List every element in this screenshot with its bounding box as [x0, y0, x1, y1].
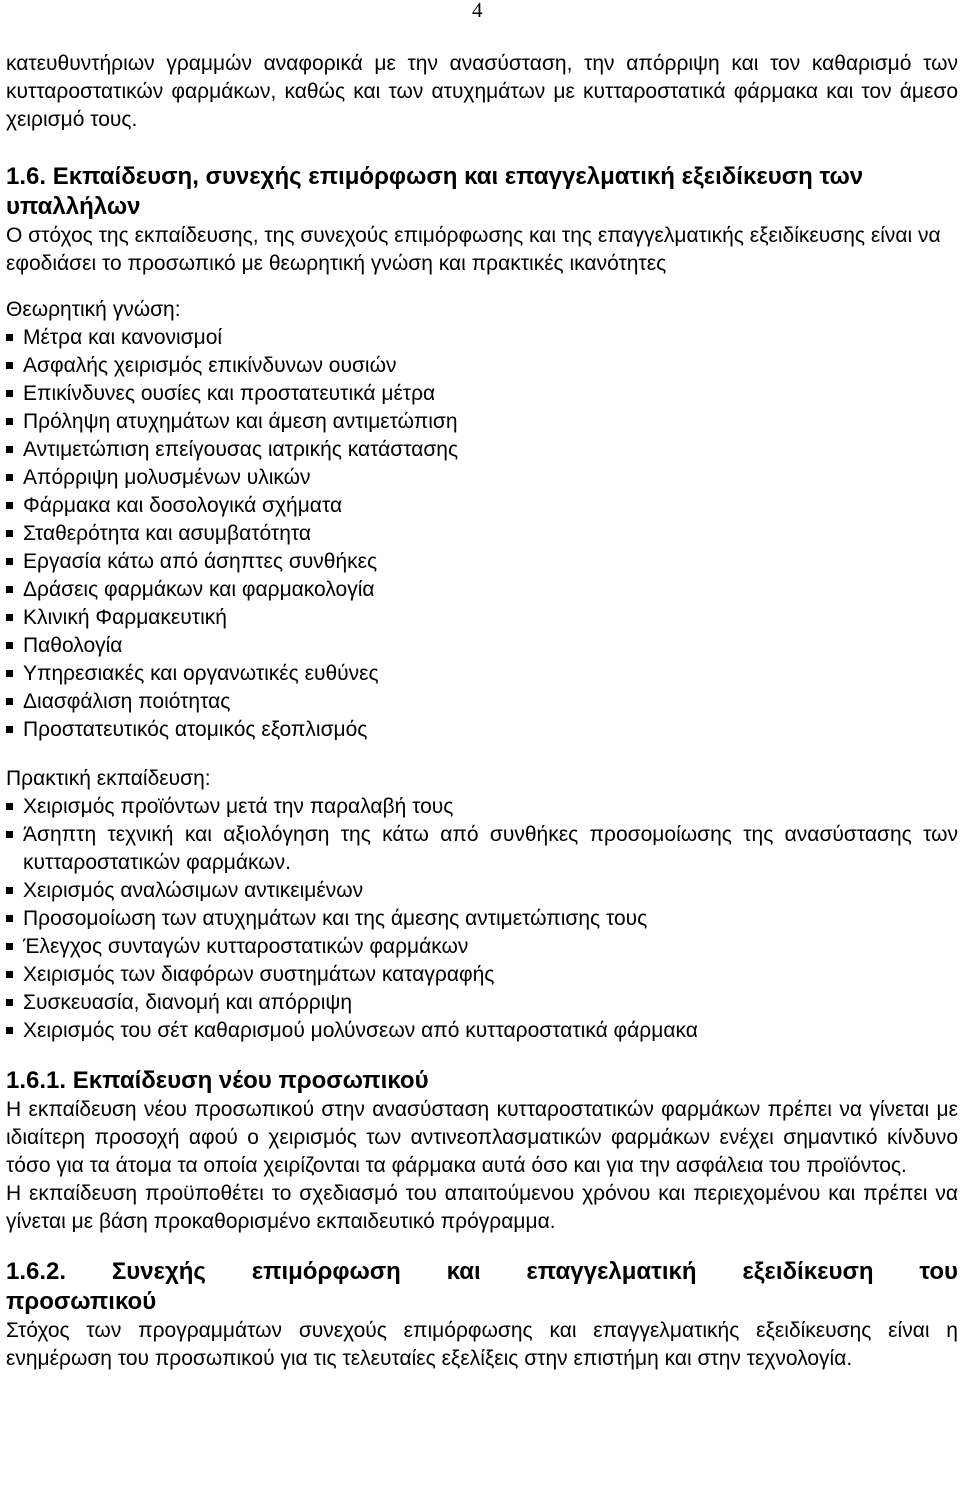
- bullet-icon: [6, 971, 13, 978]
- section-heading-1-6-2: [6, 1257, 958, 1317]
- bullet-icon: [6, 803, 13, 810]
- bullet-icon: [6, 474, 13, 481]
- list-item: Εργασία κάτω από άσηπτες συνθήκες: [6, 548, 958, 576]
- list-item: Χειρισμός του σέτ καθαρισμού μολύνσεων από κυτταροστατικά φάρμακα: [6, 1017, 958, 1045]
- intro-paragraph: κατευθυντήριων γραμμών αναφορικά με την ανασύσταση, την απόρριψη και τον καθαρισμό των κυτταροστατικών φαρμάκων, καθώς και των ατυχημάτων με κυτταροστατικά φάρμακα και τον άμεσο χειρισμό τους.: [6, 52, 958, 131]
- list-item: Επικίνδυνες ουσίες και προστατευτικά μέτρα: [6, 380, 958, 408]
- list-item: Ασφαλής χειρισμός επικίνδυνων ουσιών: [6, 352, 958, 380]
- page-number: 4: [472, 0, 483, 22]
- theoretical-knowledge-label: Θεωρητική γνώση:: [6, 298, 181, 321]
- list-item: Χειρισμός των διαφόρων συστημάτων καταγραφής: [6, 961, 958, 989]
- list-item: Προστατευτικός ατομικός εξοπλισμός: [6, 716, 958, 744]
- bullet-icon: [6, 642, 13, 649]
- section-1-6-1-paragraph-1: Η εκπαίδευση νέου προσωπικού στην ανασύσταση κυτταροστατικών φαρμάκων πρέπει να γίνεται με ιδιαίτερη προσοχή αφού ο χειρισμός των αντινεοπλασματικών φαρμάκων ενέχει σημαντικό κίνδυνο τόσο για τα άτομα τα οποία χειρίζονται τα φάρμακα αυτά όσο και για την ασφάλεια του προϊόντος.: [6, 1098, 958, 1177]
- list-item: Δράσεις φαρμάκων και φαρμακολογία: [6, 576, 958, 604]
- bullet-icon: [6, 887, 13, 894]
- bullet-icon: [6, 446, 13, 453]
- list-item: Χειρισμός προϊόντων μετά την παραλαβή τους: [6, 793, 958, 821]
- bullet-icon: [6, 558, 13, 565]
- section-heading-1-6-2-line-1: 1.6.2. Συνεχής επιμόρφωση και επαγγελματική εξειδίκευση του: [6, 1258, 958, 1285]
- bullet-icon: [6, 915, 13, 922]
- bullet-icon: [6, 334, 13, 341]
- list-item: Παθολογία: [6, 632, 958, 660]
- practical-training-list: [6, 793, 958, 1045]
- bullet-icon: [6, 999, 13, 1006]
- theoretical-knowledge-list: [6, 324, 958, 744]
- list-item: Συσκευασία, διανομή και απόρριψη: [6, 989, 958, 1017]
- list-item: Απόρριψη μολυσμένων υλικών: [6, 464, 958, 492]
- section-heading-1-6: 1.6. Εκπαίδευση, συνεχής επιμόρφωση και επαγγελματική εξειδίκευση των υπαλλήλων: [6, 163, 864, 220]
- list-item: Έλεγχος συνταγών κυτταροστατικών φαρμάκων: [6, 933, 958, 961]
- bullet-icon: [6, 586, 13, 593]
- list-item: Προσομοίωση των ατυχημάτων και της άμεσης αντιμετώπισης τους: [6, 905, 958, 933]
- bullet-icon: [6, 362, 13, 369]
- section-heading-1-6-1: 1.6.1. Εκπαίδευση νέου προσωπικού: [6, 1067, 429, 1094]
- bullet-icon: [6, 530, 13, 537]
- list-item: Πρόληψη ατυχημάτων και άμεση αντιμετώπιση: [6, 408, 958, 436]
- list-item: Σταθερότητα και ασυμβατότητα: [6, 520, 958, 548]
- bullet-icon: [6, 670, 13, 677]
- list-item: Μέτρα και κανονισμοί: [6, 324, 958, 352]
- section-1-6-1-paragraph-2: Η εκπαίδευση προϋποθέτει το σχεδιασμό του απαιτούμενου χρόνου και περιεχομένου και πρέπει να γίνεται με βάση προκαθορισμένο εκπαιδευτικό πρόγραμμα.: [6, 1182, 958, 1233]
- list-item: Χειρισμός αναλώσιμων αντικειμένων: [6, 877, 958, 905]
- bullet-icon: [6, 1027, 13, 1034]
- list-item: Κλινική Φαρμακευτική: [6, 604, 958, 632]
- bullet-icon: [6, 390, 13, 397]
- list-item: Φάρμακα και δοσολογικά σχήματα: [6, 492, 958, 520]
- bullet-icon: [6, 831, 13, 838]
- list-item: Αντιμετώπιση επείγουσας ιατρικής κατάστασης: [6, 436, 958, 464]
- document-body: [6, 50, 958, 1373]
- section-1-6-paragraph: Ο στόχος της εκπαίδευσης, της συνεχούς επιμόρφωσης και της επαγγελματικής εξειδίκευσης είναι να εφοδιάσει το προσωπικό με θεωρητική γνώση και πρακτικές ικανότητες: [6, 224, 941, 275]
- section-heading-1-6-2-line-2: προσωπικού: [6, 1288, 157, 1315]
- bullet-icon: [6, 614, 13, 621]
- practical-training-label: Πρακτική εκπαίδευση:: [6, 767, 211, 790]
- list-item: Διασφάλιση ποιότητας: [6, 688, 958, 716]
- section-1-6-2-paragraph: Στόχος των προγραμμάτων συνεχούς επιμόρφωσης και επαγγελματικής εξειδίκευσης είναι η ενημέρωση του προσωπικού για τις τελευταίες εξελίξεις στην επιστήμη και στην τεχνολογία.: [6, 1319, 958, 1370]
- list-item: Άσηπτη τεχνική και αξιολόγηση της κάτω από συνθήκες προσομοίωσης της ανασύστασης των κυτταροστατικών φαρμάκων.: [6, 821, 958, 877]
- bullet-icon: [6, 502, 13, 509]
- bullet-icon: [6, 726, 13, 733]
- list-item: Υπηρεσιακές και οργανωτικές ευθύνες: [6, 660, 958, 688]
- bullet-icon: [6, 418, 13, 425]
- bullet-icon: [6, 698, 13, 705]
- bullet-icon: [6, 943, 13, 950]
